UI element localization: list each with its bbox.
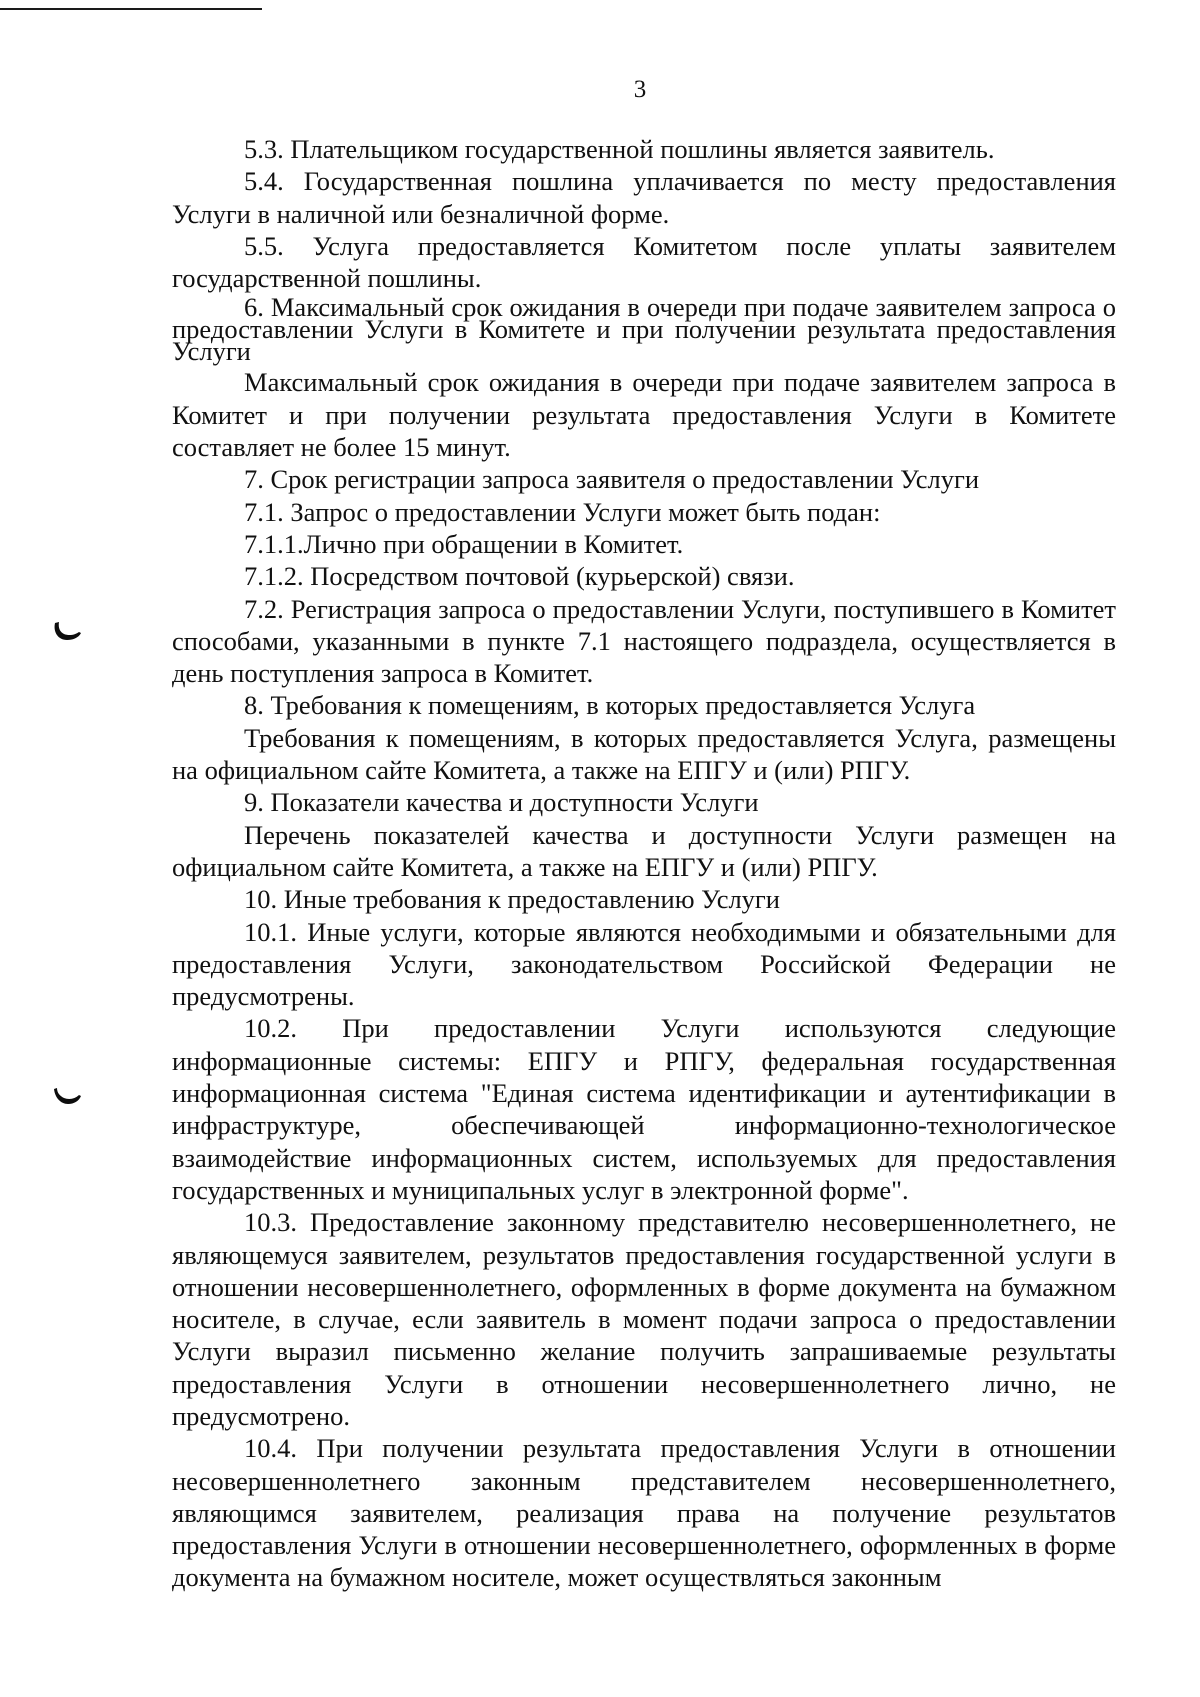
paragraph-10-3: 10.3. Предоставление законному представителю несовершеннолетнего, не являющемуся заявителем, результатов предоставления государственной услуги в отношении несовершеннолетнего, оформленных в форме документа на бумажном носителе, в случае, если заявитель в момент подачи запроса о предоставлении Услуги выразил письменно желание получить запрашиваемые результаты предоставления Услуги в отношении несовершеннолетнего лично, не предусмотрено. xyxy=(172,1207,1116,1431)
paragraph-8-text: Требования к помещениям, в которых предоставляется Услуга, размещены на официальном сайте Комитета, а также на ЕПГУ и (или) РПГУ. xyxy=(172,722,1116,786)
paragraph-5-3: 5.3. Плательщиком государственной пошлины является заявитель. xyxy=(244,134,995,164)
paragraph-7-2: 7.2. Регистрация запроса о предоставлении Услуги, поступившего в Комитет способами, указанными в пункте 7.1 настоящего подраздела, осуществляется в день поступления запроса в Комитет. xyxy=(172,593,1116,689)
section-9-heading: 9. Показатели качества и доступности Услуги xyxy=(244,787,759,818)
section-7-heading: 7. Срок регистрации запроса заявителя о предоставлении Услуги xyxy=(244,464,979,495)
section-8-heading: 8. Требования к помещениям, в которых предоставляется Услуга xyxy=(244,690,976,721)
paragraph-10-2: 10.2. При предоставлении Услуги используются следующие информационные системы: ЕПГУ и РПГУ, федеральная государственная информационная система "Единая система идентификации и аутентификации в инфраструктуре, обеспечивающей информационно-технологическое взаимодействие информационных систем, используемых для предоставления государственных и муниципальных услуг в электронной форме". xyxy=(172,1013,1116,1205)
paragraph-5-4: 5.4. Государственная пошлина уплачивается по месту предоставления Услуги в наличной или безналичной форме. xyxy=(172,166,1116,229)
punch-hole-mark-icon xyxy=(52,620,82,646)
paragraph-7-1: 7.1. Запрос о предоставлении Услуги может быть подан: xyxy=(244,496,881,527)
paragraph-5-5: 5.5. Услуга предоставляется Комитетом после уплаты заявителем государственной пошлины. xyxy=(172,230,1116,294)
paragraph-6-text: Максимальный срок ожидания в очереди при подаче заявителем запроса в Комитет и при получении результата предоставления Услуги в Комитете составляет не более 15 минут. xyxy=(172,367,1116,463)
paragraph-7-1-2: 7.1.2. Посредством почтовой (курьерской) связи. xyxy=(244,561,795,592)
page-number: 3 xyxy=(633,76,647,103)
document-body xyxy=(172,133,1116,1594)
paragraph-9-text: Перечень показателей качества и доступности Услуги размещен на официальном сайте Комитета, а также на ЕПГУ и (или) РПГУ. xyxy=(172,819,1116,882)
top-edge-rule xyxy=(0,8,262,10)
section-10-heading: 10. Иные требования к предоставлению Услуги xyxy=(244,884,780,915)
paragraph-10-1: 10.1. Иные услуги, которые являются необходимыми и обязательными для предоставления Услуги, законодательством Российской Федерации не предусмотрены. xyxy=(172,916,1116,1012)
paragraph-10-4: 10.4. При получении результата предоставления Услуги в отношении несовершеннолетнего законным представителем несовершеннолетнего, являющимся заявителем, реализация права на получение результатов предоставления Услуги в отношении несовершеннолетнего, оформленных в форме документа на бумажном носителе, может осуществляться законным xyxy=(172,1433,1116,1593)
punch-hole-mark-icon xyxy=(52,1085,82,1111)
paragraph-7-1-1: 7.1.1.Лично при обращении в Комитет. xyxy=(244,528,684,559)
section-6-heading: 6. Максимальный срок ожидания в очереди при подаче заявителем запроса о предоставлении Услуги в Комитете и при получении результата предоставления Услуги xyxy=(172,292,1116,367)
